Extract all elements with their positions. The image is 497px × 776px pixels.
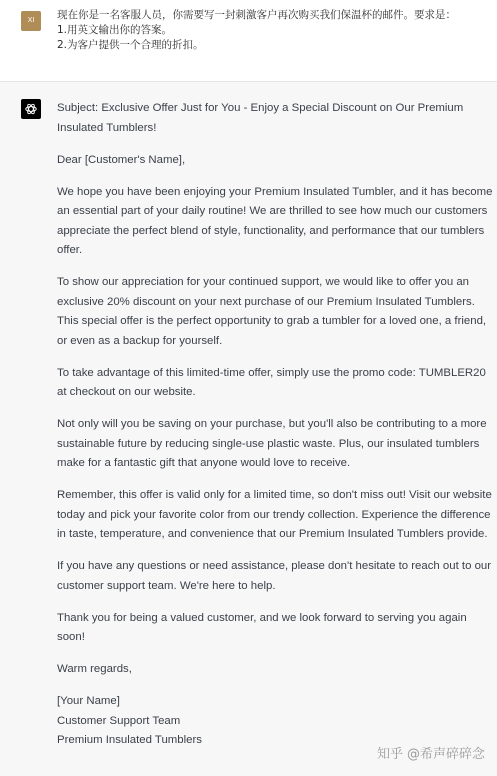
email-paragraph: To take advantage of this limited-time offer, simply use the promo code: TUMBLER20 at checkout on our website. <box>57 366 486 398</box>
email-greeting: Dear [Customer's Name], <box>57 153 186 166</box>
openai-logo-icon <box>21 99 41 119</box>
signature-company: Premium Insulated Tumblers <box>57 734 202 746</box>
email-paragraph: If you have any questions or need assistance, please don't hesitate to reach out to our customer support team. We're here to help. <box>57 560 492 592</box>
signature-team: Customer Support Team <box>57 714 181 727</box>
email-paragraph: Not only will you be saving on your purchase, but you'll also be contributing to a more sustainable future by reducing single-use plastic waste. Plus, our insulated tumblers make for a fantastic gift that anyone would love to receive. <box>57 418 487 469</box>
email-paragraph: We hope you have been enjoying your Premium Insulated Tumbler, and it has become an essential part of your daily routine! We are thrilled to see how much our customers appreciate the perfect blend of style, functionality, and performance that our tumblers offer. <box>57 185 493 256</box>
user-avatar: XI <box>21 11 41 31</box>
email-closing: Warm regards, <box>57 663 132 675</box>
user-message-text: 现在你是一名客服人员，你需要写一封刺激客户再次购买我们保温杯的邮件。要求是： 1.用英文输出你的答案。 2.为客户提供一个合理的折扣。 <box>57 9 456 51</box>
user-message <box>0 0 497 82</box>
watermark-site: 知乎 <box>376 747 403 762</box>
email-subject: Subject: Exclusive Offer Just for You - Enjoy a Special Discount on Our Premium Insulated Tumblers! <box>57 102 464 134</box>
email-paragraph: Thank you for being a valued customer, and we look forward to serving you again soon! <box>57 611 467 643</box>
email-paragraph: Remember, this offer is valid only for a limited time, so don't miss out! Visit our website today and pick your favorite color from our trendy collection. Experience the difference in taste, temperature, and convenience that our Premium Insulated Tumblers provide. <box>57 489 492 540</box>
watermark <box>377 743 485 762</box>
assistant-message <box>57 99 493 751</box>
signature-name: [Your Name] <box>57 695 120 707</box>
watermark-author: @希声碎碎念 <box>406 747 485 762</box>
email-paragraph: To show our appreciation for your continued support, we would like to offer you an exclusive 20% discount on your next purchase of our Premium Insulated Tumblers. This special offer is the perfect opportunity to grab a tumbler for a loved one, a friend, or even as a backup for yourself. <box>57 276 487 347</box>
